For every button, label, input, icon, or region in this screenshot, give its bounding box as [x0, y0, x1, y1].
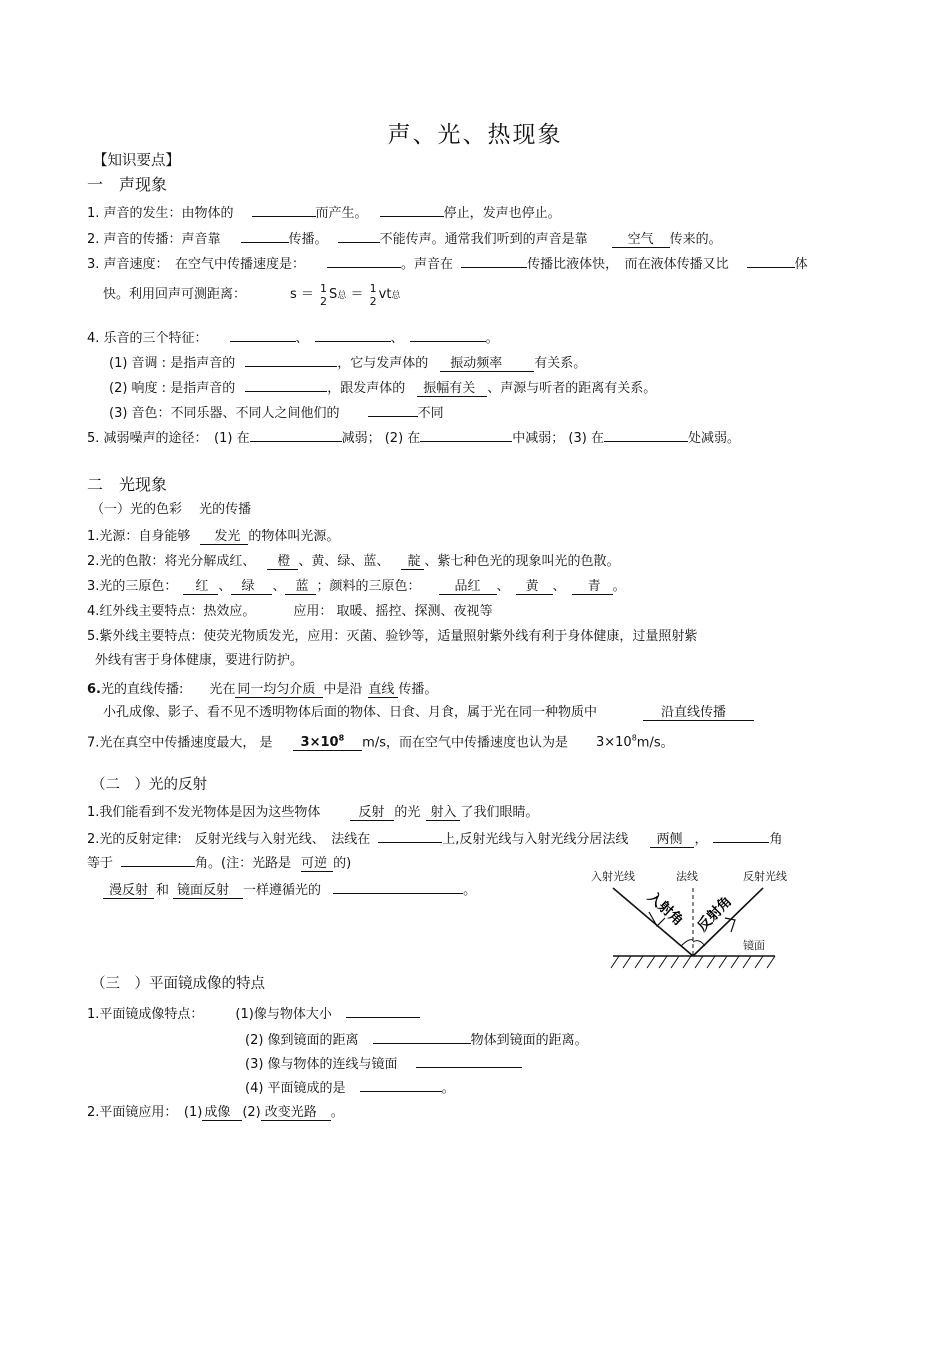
- section-sound-heading: 一 声现象: [87, 175, 168, 194]
- light-sub-3: （三 ）平面镜成像的特点: [91, 976, 265, 992]
- sound-line-4-3: (3) 音色：不同乐器、不同人之间他们的 不同: [109, 403, 444, 422]
- light-sub-2: （二 ）光的反射: [91, 777, 207, 793]
- incident-ray-label: 入射光线: [591, 870, 635, 883]
- reflected-angle-label: 反射角: [694, 893, 736, 935]
- page-title: 声、光、热现象: [387, 122, 563, 148]
- reflected-ray-label: 反射光线: [743, 870, 787, 883]
- reflection-line-3: 漫反射 和 镜面反射 一样遵循光的 。: [103, 880, 476, 899]
- light-line-5: 5.紫外线主要特点：使荧光物质发光，应用：灭菌、验钞等，适量照射紫外线有利于身体健康，过量照射紫: [87, 629, 698, 644]
- incident-angle-label: 入射角: [644, 889, 687, 930]
- light-line-5b: 外线有害于身体健康，要进行防护。: [95, 653, 304, 668]
- mirror-line-3: (3) 像与物体的连线与镜面: [245, 1054, 522, 1073]
- mirror-line-1: 1.平面镜成像特点： (1)像与物体大小: [87, 1004, 420, 1023]
- light-sub-1: （一）光的色彩 光的传播: [91, 502, 252, 517]
- blank: [380, 203, 444, 217]
- mirror-line-4: (4) 平面镜成的是 。: [245, 1078, 455, 1097]
- knowledge-heading: 【知识要点】: [93, 153, 180, 169]
- light-line-6: 6.光的直线传播: 光在 同一均匀介质 中是沿 直线 传播。: [87, 682, 438, 697]
- normal-label: 法线: [676, 870, 698, 883]
- sound-line-4: 4. 乐音的三个特征： 、 、 。: [87, 328, 499, 347]
- light-line-1: 1.光源：自身能够 发光 的物体叫光源。: [87, 529, 340, 544]
- light-line-6b: 小孔成像、影子、看不见不透明物体后面的物体、日食、月食，属于光在同一种物质中 沿直线传播: [103, 705, 754, 721]
- mirror-line-2: (2) 像到镜面的距离 物体到镜面的距离。: [245, 1030, 588, 1049]
- echo-formula: s ＝ 1 2 S总 ＝ 1 2 vt总: [290, 281, 401, 308]
- light-line-7: 7.光在真空中传播速度最大， 是 $3\times 10^8$ m/s，而在空气中传播速度也认为是 $3\times 10^8m/s$。: [87, 734, 674, 751]
- mirror-label: 镜面: [743, 939, 765, 952]
- sound-line-3b: 快。利用回声可测距离：: [103, 287, 247, 302]
- light-line-2: 2.光的色散：将光分解成红、 橙 、黄、绿、蓝、 靛 、紫七种色光的现象叫光的色散。: [87, 554, 620, 569]
- sound-line-5: 5. 减弱噪声的途径： (1) 在 减弱； (2) 在 中减弱； (3) 在 处减弱。: [87, 428, 740, 447]
- light-line-4: 4.红外线主要特点：热效应。 应用： 取暖、摇控、探测、夜视等: [87, 604, 493, 619]
- sound-line-1: 1. 声音的发生：由物体的 而产生。 停止，发声也停止。: [87, 203, 561, 222]
- mirror-line-5: 2.平面镜应用： (1) 成像 (2) 改变光路 。: [87, 1105, 344, 1120]
- section-light-heading: 二 光现象: [87, 475, 168, 494]
- sound-line-2: 2. 声音的传播：声音靠 传播。 不能传声。通常我们听到的声音是靠 空气 传来的。: [87, 229, 722, 248]
- sound-line-4-2: (2) 响度 : 是指声音的 ，跟发声体的 振幅有关 、声源与听者的距离有关系。: [109, 378, 656, 397]
- reflection-drawing: [585, 862, 785, 982]
- reflection-diagram: [585, 862, 785, 982]
- reflection-line-1: 1.我们能看到不发光物体是因为这些物体 反射 的光 射入 了我们眼睛。: [87, 805, 539, 820]
- blank: [252, 203, 316, 217]
- sound-line-4-1: (1) 音调 : 是指声音的 ，它与发声体的 振动频率 有关系。: [109, 353, 586, 372]
- reflection-line-2b: 等于 角。(注：光路是 可逆 的): [87, 853, 351, 872]
- sound-line-3: 3. 声音速度： 在空气中传播速度是： 。声音在 传播比液体快， 而在液体传播又比 体: [87, 254, 808, 273]
- reflection-line-2: 2.光的反射定律: 反射光线与入射光线、 法线在 上,反射光线与入射光线分居法线 两侧 ， 角: [87, 829, 782, 848]
- light-line-3: 3.光的三原色： 红 、 绿 、 蓝 ；颜料的三原色： 品红 、 黄 、 青 。: [87, 579, 626, 594]
